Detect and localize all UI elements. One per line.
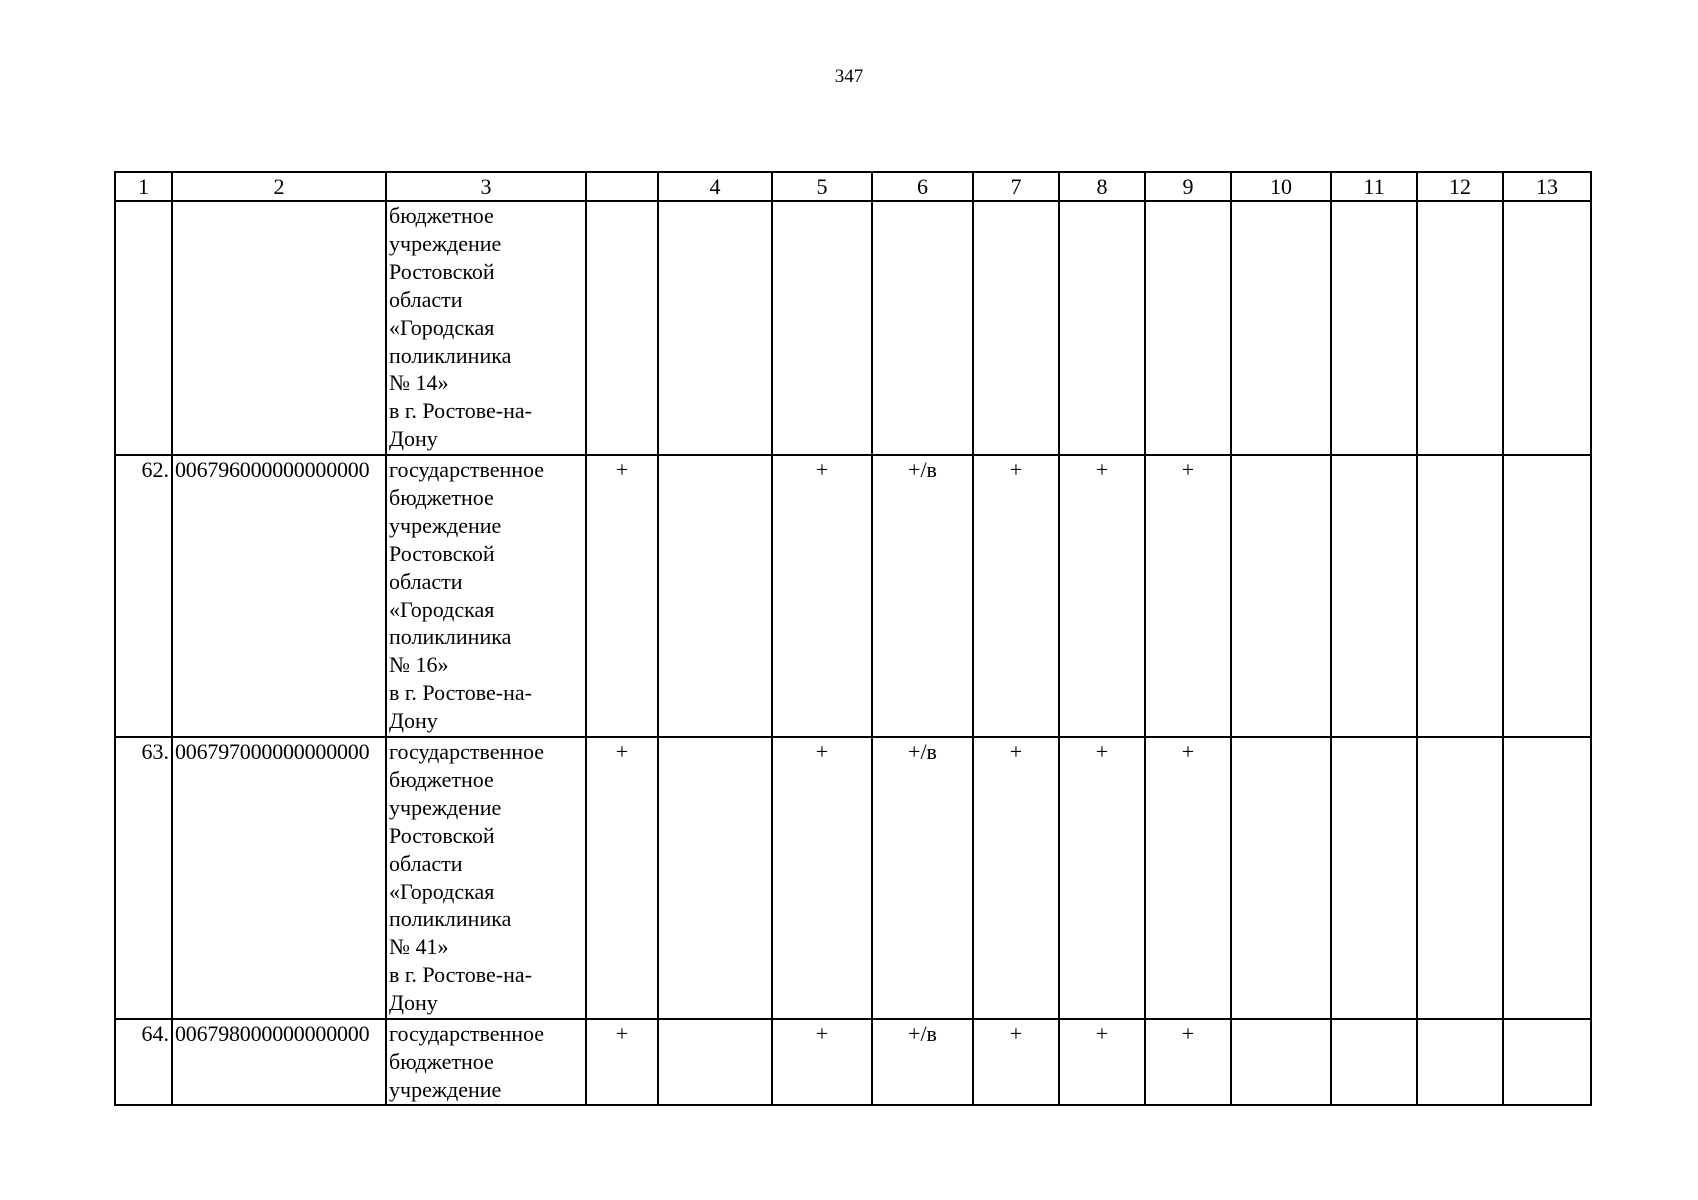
row-number: 62. <box>115 455 172 737</box>
mark-cell: + <box>973 737 1059 1019</box>
mark-cell <box>1503 455 1591 737</box>
mark-cell <box>1331 1019 1417 1105</box>
registry-table <box>114 171 1592 1106</box>
mark-cell: + <box>586 455 658 737</box>
mark-cell <box>658 455 772 737</box>
institution-name: государственное бюджетное учреждение <box>386 1019 586 1105</box>
column-header: 10 <box>1231 172 1331 201</box>
mark-cell: +/в <box>872 1019 973 1105</box>
mark-cell: + <box>1145 455 1231 737</box>
mark-cell <box>1145 201 1231 455</box>
row-number: 64. <box>115 1019 172 1105</box>
mark-cell <box>1231 201 1331 455</box>
column-header: 11 <box>1331 172 1417 201</box>
column-header: 9 <box>1145 172 1231 201</box>
mark-cell <box>872 201 973 455</box>
mark-cell <box>1231 455 1331 737</box>
institution-name: государственное бюджетное учреждение Ростовской области «Городская поликлиника № 16» в г. Ростове-на- Дону <box>386 455 586 737</box>
column-header: 5 <box>772 172 872 201</box>
mark-cell: + <box>1145 737 1231 1019</box>
registry-code <box>172 201 386 455</box>
column-header: 2 <box>172 172 386 201</box>
mark-cell <box>658 737 772 1019</box>
column-header: 8 <box>1059 172 1145 201</box>
mark-cell <box>1331 737 1417 1019</box>
mark-cell <box>1417 201 1503 455</box>
mark-cell: + <box>1059 737 1145 1019</box>
mark-cell: +/в <box>872 455 973 737</box>
table-row <box>115 737 1591 1019</box>
row-number: 63. <box>115 737 172 1019</box>
table-row <box>115 455 1591 737</box>
table-row <box>115 1019 1591 1105</box>
row-number <box>115 201 172 455</box>
mark-cell <box>1059 201 1145 455</box>
mark-cell <box>772 201 872 455</box>
registry-code: 006797000000000000 <box>172 737 386 1019</box>
column-header: 6 <box>872 172 973 201</box>
mark-cell <box>1417 1019 1503 1105</box>
mark-cell <box>1331 455 1417 737</box>
registry-code: 006796000000000000 <box>172 455 386 737</box>
mark-cell: + <box>772 1019 872 1105</box>
column-header: 4 <box>658 172 772 201</box>
mark-cell <box>973 201 1059 455</box>
mark-cell <box>1503 737 1591 1019</box>
column-header: 7 <box>973 172 1059 201</box>
page-number: 347 <box>834 66 864 87</box>
mark-cell <box>1503 1019 1591 1105</box>
column-header: 13 <box>1503 172 1591 201</box>
mark-cell: + <box>973 455 1059 737</box>
mark-cell: + <box>586 737 658 1019</box>
column-header <box>586 172 658 201</box>
mark-cell <box>1231 737 1331 1019</box>
mark-cell: + <box>973 1019 1059 1105</box>
mark-cell <box>1231 1019 1331 1105</box>
mark-cell <box>658 1019 772 1105</box>
mark-cell: + <box>772 737 872 1019</box>
mark-cell: + <box>772 455 872 737</box>
mark-cell: + <box>1145 1019 1231 1105</box>
registry-code: 006798000000000000 <box>172 1019 386 1105</box>
table-header-row <box>115 172 1591 201</box>
mark-cell <box>1331 201 1417 455</box>
mark-cell: + <box>1059 455 1145 737</box>
table-row <box>115 201 1591 455</box>
mark-cell: +/в <box>872 737 973 1019</box>
institution-name: бюджетное учреждение Ростовской области «Городская поликлиника № 14» в г. Ростове-на- Дону <box>386 201 586 455</box>
mark-cell <box>658 201 772 455</box>
mark-cell <box>586 201 658 455</box>
column-header: 12 <box>1417 172 1503 201</box>
mark-cell <box>1417 737 1503 1019</box>
mark-cell <box>1417 455 1503 737</box>
column-header: 3 <box>386 172 586 201</box>
mark-cell: + <box>1059 1019 1145 1105</box>
mark-cell: + <box>586 1019 658 1105</box>
mark-cell <box>1503 201 1591 455</box>
institution-name: государственное бюджетное учреждение Ростовской области «Городская поликлиника № 41» в г. Ростове-на- Дону <box>386 737 586 1019</box>
column-header: 1 <box>115 172 172 201</box>
